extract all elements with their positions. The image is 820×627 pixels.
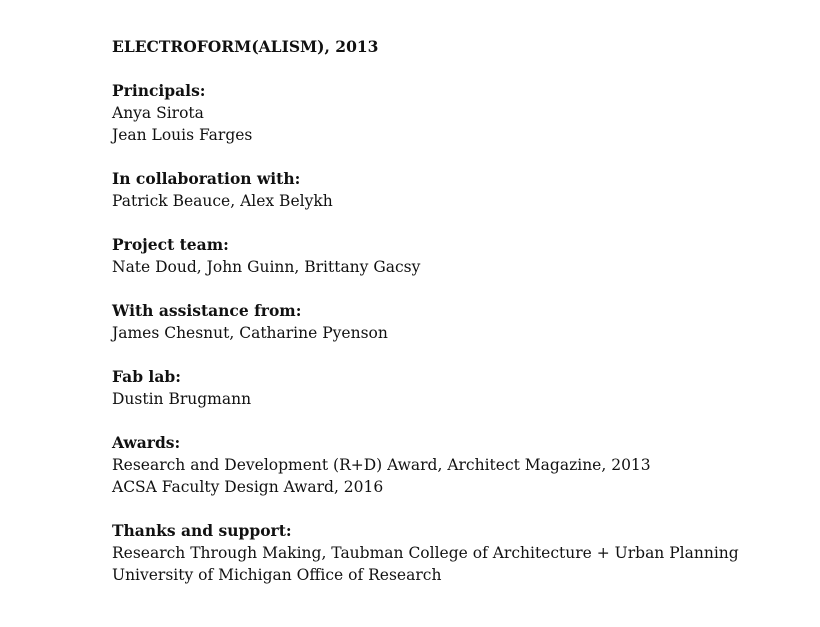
team-names: Nate Doud, John Guinn, Brittany Gacsy [112,258,421,276]
section-heading: Fab lab: [112,367,181,386]
section-heading: Thanks and support: [112,521,292,540]
section-heading: Awards: [112,433,181,452]
section-heading: Principals: [112,81,206,100]
collaborator-names: Patrick Beauce, Alex Belykh [112,192,333,210]
support-entry: Research Through Making, Taubman College of Architecture + Urban Planning [112,544,739,562]
section-thanks [112,520,792,586]
award-entry: ACSA Faculty Design Award, 2016 [112,478,384,496]
section-collaboration [112,168,792,212]
principal-name: Jean Louis Farges [112,126,253,144]
credits-document [112,36,792,586]
assistant-names: James Chesnut, Catharine Pyenson [112,324,388,342]
section-heading: Project team: [112,235,229,254]
project-title: ELECTROFORM(ALISM), 2013 [112,37,379,56]
section-fab-lab [112,366,792,410]
section-awards [112,432,792,498]
award-entry: Research and Development (R+D) Award, Architect Magazine, 2013 [112,456,651,474]
section-principals [112,80,792,146]
fab-lab-name: Dustin Brugmann [112,390,252,408]
section-assistance [112,300,792,344]
support-entry: University of Michigan Office of Research [112,566,442,584]
principal-name: Anya Sirota [112,104,204,122]
section-project-team [112,234,792,278]
section-heading: In collaboration with: [112,169,301,188]
section-heading: With assistance from: [112,301,302,320]
